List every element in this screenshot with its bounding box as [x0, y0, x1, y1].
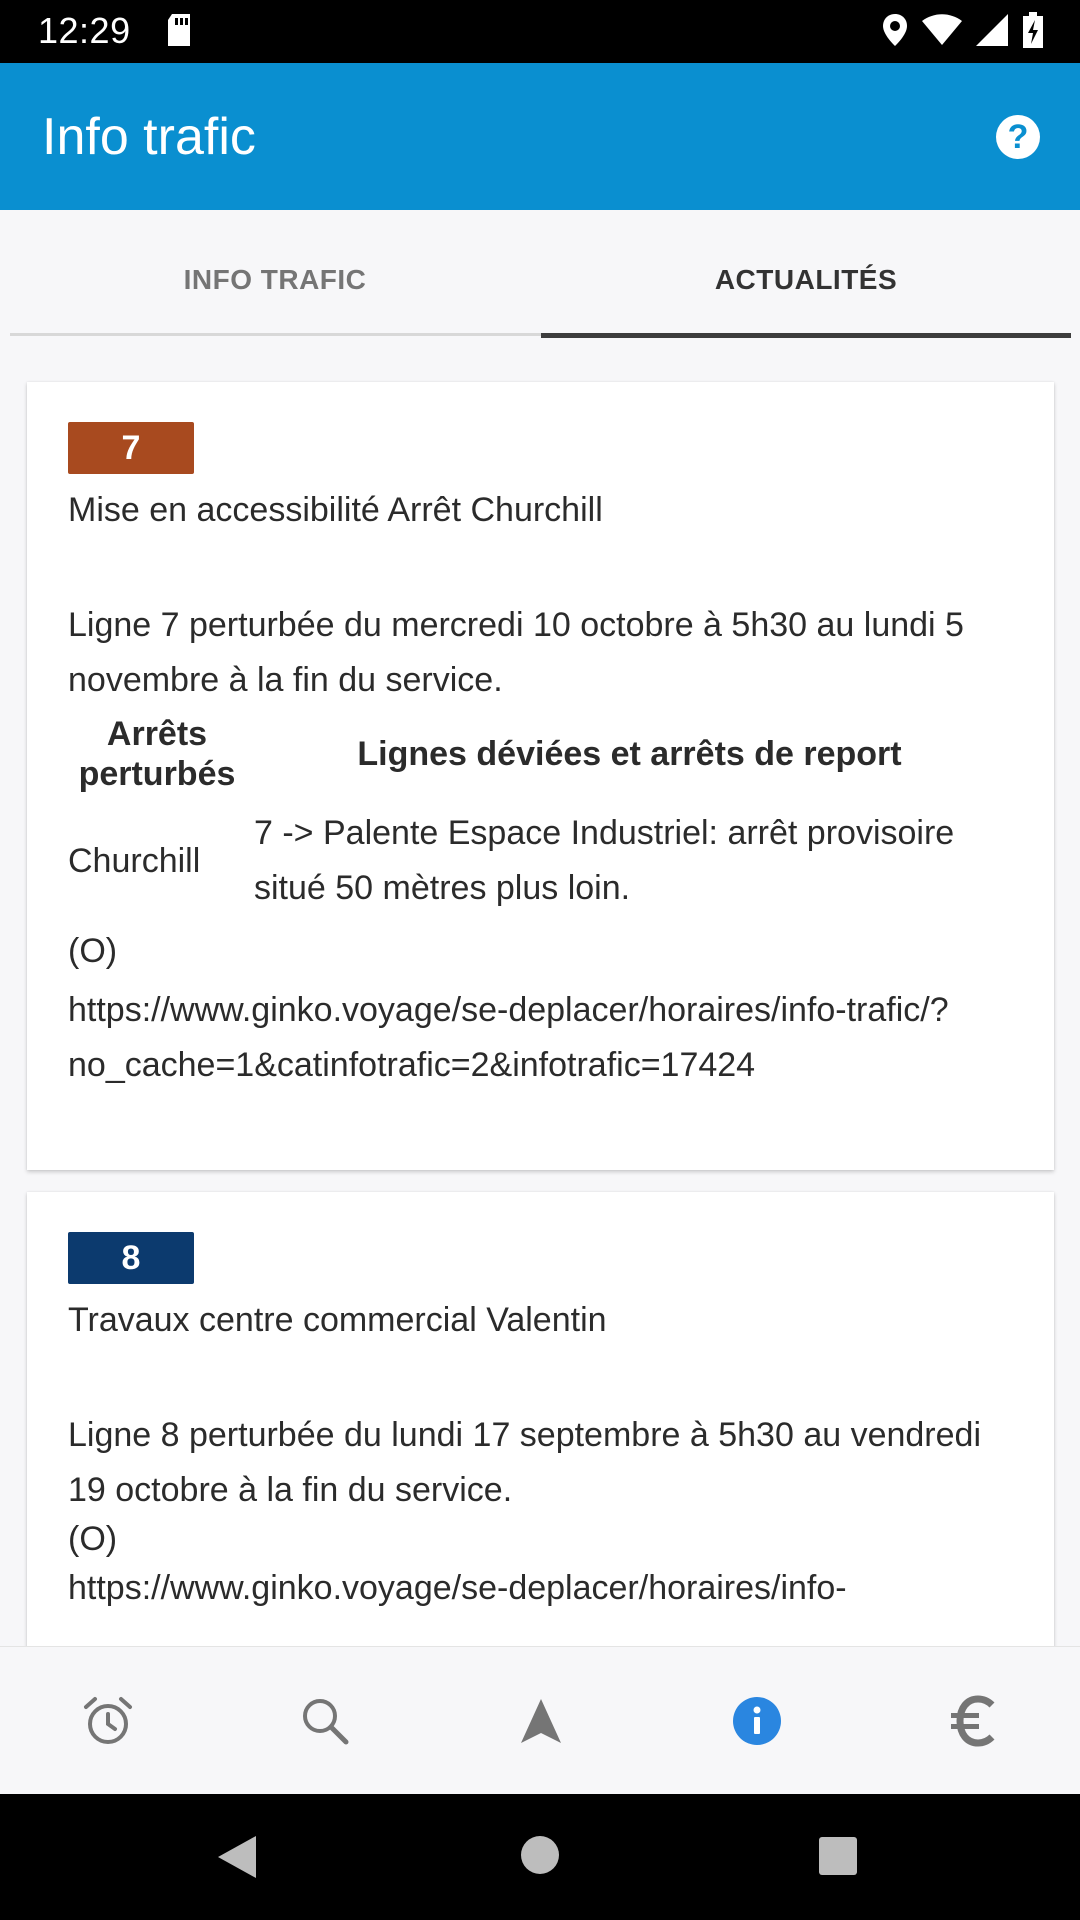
signal-icon	[976, 14, 1008, 51]
recents-icon[interactable]	[818, 1836, 858, 1881]
battery-charging-icon	[1022, 12, 1044, 53]
status-bar	[0, 0, 1080, 63]
tab-bar	[0, 210, 1080, 356]
bottom-navigation	[0, 1646, 1080, 1794]
news-link[interactable]: https://www.ginko.voyage/se-deplacer/horaires/info-	[68, 1569, 847, 1607]
search-icon[interactable]	[295, 1691, 355, 1751]
navigation-arrow-icon[interactable]	[511, 1691, 571, 1751]
news-list[interactable]	[0, 356, 1080, 1646]
table-header: Lignes déviées et arrêts de report	[357, 735, 902, 773]
tab-underline-inactive	[10, 333, 541, 336]
disruption-table	[68, 710, 1013, 916]
news-description: Ligne 8 perturbée du lundi 17 septembre à 5h30 au vendredi 19 octobre à la fin du service.	[68, 1416, 982, 1509]
table-cell: Churchill	[68, 841, 201, 880]
table-row	[68, 806, 1013, 916]
location-icon	[882, 13, 908, 52]
table-header: Arrêts perturbés	[78, 715, 236, 793]
news-marker: (O)	[68, 1520, 118, 1558]
news-card[interactable]	[27, 1192, 1054, 1646]
info-icon[interactable]	[727, 1691, 787, 1751]
line-badge: 7	[68, 422, 194, 474]
tab-underline-active	[541, 333, 1071, 338]
tab-actualites[interactable]: ACTUALITÉS	[714, 264, 898, 295]
status-time: 12:29	[38, 10, 131, 51]
alarm-clock-icon[interactable]	[78, 1691, 138, 1751]
news-description: Ligne 7 perturbée du mercredi 10 octobre à 5h30 au lundi 5 novembre à la fin du service.	[68, 606, 964, 699]
system-navigation-bar	[0, 1794, 1080, 1920]
help-circle-icon[interactable]: ?	[996, 115, 1040, 159]
wifi-icon	[922, 14, 962, 51]
table-cell: 7 -> Palente Espace Industriel: arrêt provisoire situé 50 mètres plus loin.	[254, 814, 955, 907]
euro-icon[interactable]	[944, 1691, 1004, 1751]
page-title: Info trafic	[42, 108, 256, 166]
news-title: Travaux centre commercial Valentin	[68, 1301, 607, 1339]
news-marker: (O)	[68, 932, 118, 970]
back-icon[interactable]	[216, 1834, 258, 1885]
tab-info-trafic[interactable]: INFO TRAFIC	[183, 264, 367, 295]
line-badge: 8	[68, 1232, 194, 1284]
news-card[interactable]	[27, 382, 1054, 1170]
news-title: Mise en accessibilité Arrêt Churchill	[68, 491, 603, 529]
home-icon[interactable]	[520, 1835, 560, 1880]
sd-card-icon	[166, 14, 192, 51]
news-link[interactable]: https://www.ginko.voyage/se-deplacer/horaires/info-trafic/?no_cache=1&catinfotrafic=2&infotrafic=17424	[68, 991, 949, 1084]
app-bar	[0, 63, 1080, 210]
